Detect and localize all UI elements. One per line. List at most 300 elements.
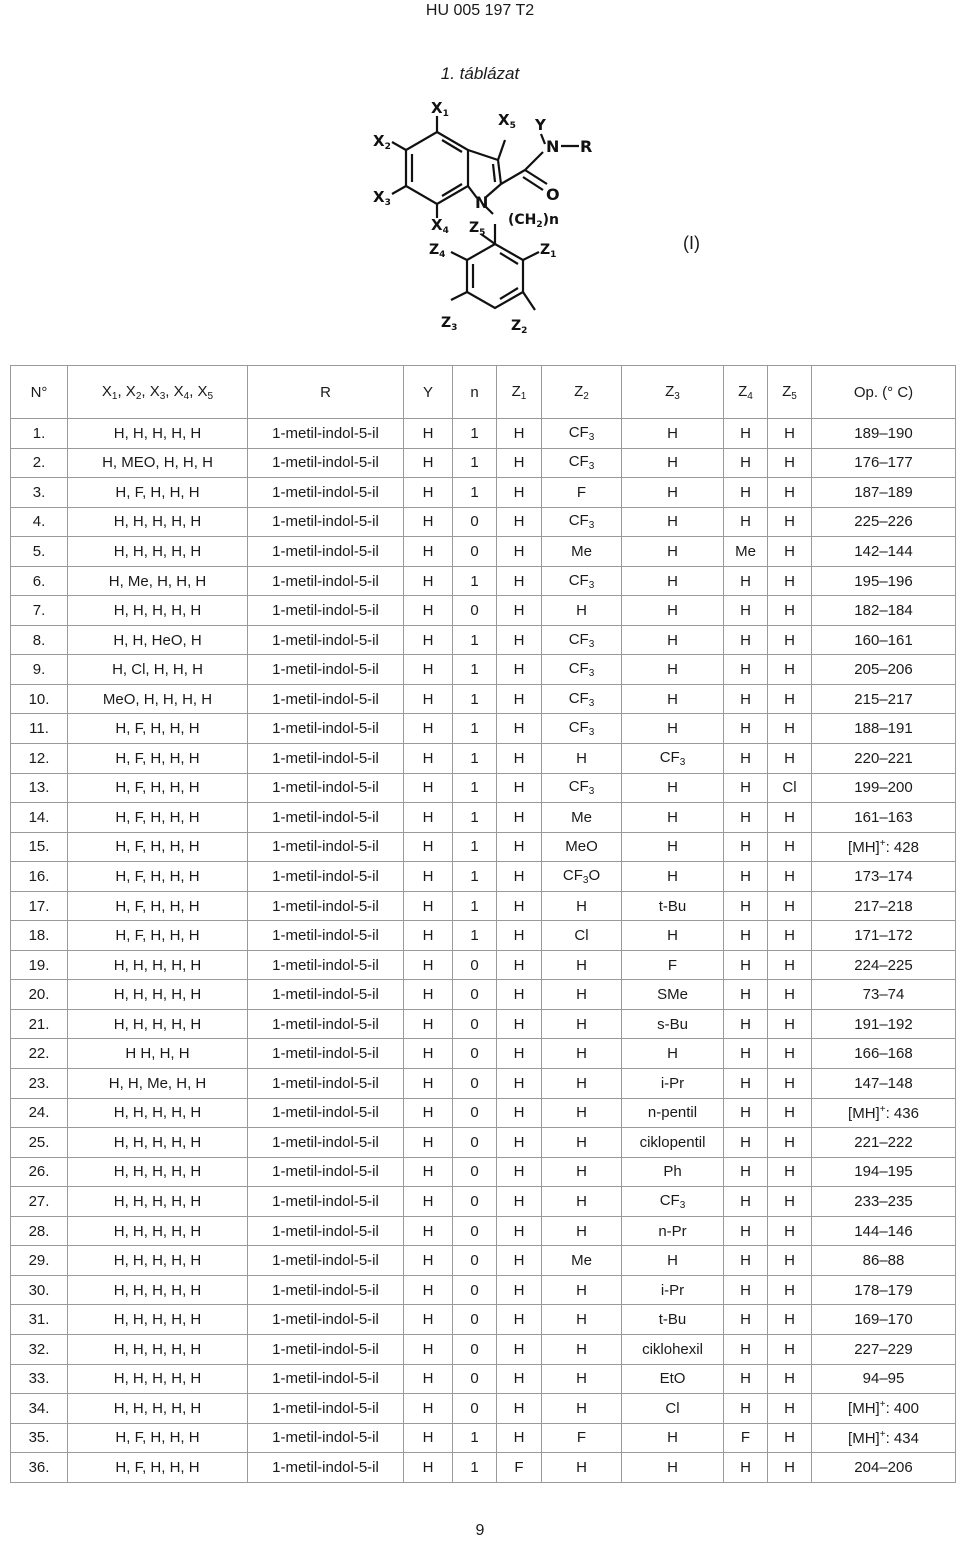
cell-r: 1-metil-indol-5-il: [248, 1039, 404, 1069]
x2-symbol: X: [373, 132, 385, 150]
cell-r: 1-metil-indol-5-il: [248, 744, 404, 774]
cell-z3: H: [622, 684, 724, 714]
cell-z1: H: [497, 596, 542, 626]
cell-z1: H: [497, 419, 542, 449]
cell-z4: H: [724, 684, 768, 714]
cell-z2: H: [542, 1039, 622, 1069]
cell-z1: H: [497, 1187, 542, 1217]
cell-n: 0: [453, 1069, 497, 1099]
cell-n: 0: [453, 1157, 497, 1187]
cell-z4: H: [724, 832, 768, 862]
cell-r: 1-metil-indol-5-il: [248, 1334, 404, 1364]
table-row: [11, 1009, 956, 1039]
z1-subscript: 1: [550, 250, 557, 260]
cell-no: 36.: [11, 1453, 68, 1483]
cell-x: H, F, H, H, H: [68, 832, 248, 862]
cell-n: 1: [453, 714, 497, 744]
cell-r: 1-metil-indol-5-il: [248, 596, 404, 626]
cell-r: 1-metil-indol-5-il: [248, 1009, 404, 1039]
cell-mp: 161–163: [812, 803, 956, 833]
table-row: [11, 1334, 956, 1364]
table-row: [11, 507, 956, 537]
table-row: [11, 773, 956, 803]
cell-z3: H: [622, 803, 724, 833]
table-row: [11, 596, 956, 626]
cell-no: 10.: [11, 684, 68, 714]
cell-z2: H: [542, 1334, 622, 1364]
cell-z5: H: [768, 714, 812, 744]
cell-n: 0: [453, 596, 497, 626]
cell-z4: H: [724, 891, 768, 921]
cell-z2: H: [542, 1128, 622, 1158]
cell-no: 24.: [11, 1098, 68, 1128]
cell-z3: s-Bu: [622, 1009, 724, 1039]
cell-z1: H: [497, 714, 542, 744]
table-row: [11, 1098, 956, 1128]
x3-symbol: X: [373, 188, 385, 206]
cell-no: 5.: [11, 537, 68, 567]
cell-z3: H: [622, 419, 724, 449]
cell-r: 1-metil-indol-5-il: [248, 1453, 404, 1483]
cell-n: 0: [453, 1394, 497, 1424]
svg-text:X2: [373, 132, 391, 152]
cell-z3: H: [622, 773, 724, 803]
chemical-structure-formula: [365, 102, 605, 347]
cell-n: 1: [453, 891, 497, 921]
header-melting-point: Op. (° C): [812, 366, 956, 419]
cell-z4: H: [724, 1364, 768, 1394]
cell-r: 1-metil-indol-5-il: [248, 1216, 404, 1246]
cell-mp: 86–88: [812, 1246, 956, 1276]
cell-z4: Me: [724, 537, 768, 567]
cell-y: H: [404, 980, 453, 1010]
cell-x: H, H, H, H, H: [68, 596, 248, 626]
cell-z4: H: [724, 1009, 768, 1039]
cell-r: 1-metil-indol-5-il: [248, 1423, 404, 1453]
cell-z2: Cl: [542, 921, 622, 951]
cell-x: H H, H, H: [68, 1039, 248, 1069]
cell-x: H, F, H, H, H: [68, 1453, 248, 1483]
cell-z2: H: [542, 950, 622, 980]
cell-n: 0: [453, 1128, 497, 1158]
cell-z3: H: [622, 921, 724, 951]
cell-no: 26.: [11, 1157, 68, 1187]
table-row: [11, 1364, 956, 1394]
cell-no: 12.: [11, 744, 68, 774]
cell-z4: H: [724, 1098, 768, 1128]
cell-z3: F: [622, 950, 724, 980]
cell-z5: H: [768, 1128, 812, 1158]
cell-z4: H: [724, 507, 768, 537]
cell-z4: H: [724, 921, 768, 951]
cell-z3: ciklopentil: [622, 1128, 724, 1158]
cell-x: H, MEO, H, H, H: [68, 448, 248, 478]
cell-z2: H: [542, 891, 622, 921]
cell-y: H: [404, 625, 453, 655]
cell-mp: 187–189: [812, 478, 956, 508]
cell-z1: H: [497, 478, 542, 508]
cell-z5: H: [768, 862, 812, 892]
cell-r: 1-metil-indol-5-il: [248, 1275, 404, 1305]
z2-subscript: 2: [521, 326, 528, 336]
table-row: [11, 1157, 956, 1187]
cell-n: 0: [453, 1009, 497, 1039]
table-row: [11, 1128, 956, 1158]
cell-r: 1-metil-indol-5-il: [248, 1128, 404, 1158]
cell-z5: H: [768, 832, 812, 862]
cell-y: H: [404, 773, 453, 803]
cell-z4: H: [724, 596, 768, 626]
table-row: [11, 537, 956, 567]
svg-text:Z5: [469, 220, 485, 238]
cell-n: 0: [453, 1187, 497, 1217]
cell-mp: [MH]+: 428: [812, 832, 956, 862]
cell-no: 33.: [11, 1364, 68, 1394]
cell-z4: H: [724, 1069, 768, 1099]
cell-z1: H: [497, 1009, 542, 1039]
table-row: [11, 1246, 956, 1276]
cell-z2: $CF_3$: [542, 773, 622, 803]
table-row: [11, 832, 956, 862]
cell-x: H, F, H, H, H: [68, 891, 248, 921]
cell-z3: H: [622, 832, 724, 862]
cell-r: 1-metil-indol-5-il: [248, 507, 404, 537]
cell-z1: H: [497, 891, 542, 921]
cell-z3: H: [622, 1039, 724, 1069]
cell-r: 1-metil-indol-5-il: [248, 684, 404, 714]
svg-text:Z4: [429, 242, 445, 260]
cell-n: 0: [453, 980, 497, 1010]
cell-z4: H: [724, 862, 768, 892]
cell-x: H, H, H, H, H: [68, 1246, 248, 1276]
cell-mp: 160–161: [812, 625, 956, 655]
cell-z5: H: [768, 744, 812, 774]
cell-z2: H: [542, 1305, 622, 1335]
cell-z2: H: [542, 1394, 622, 1424]
cell-z4: H: [724, 655, 768, 685]
cell-n: 1: [453, 773, 497, 803]
cell-z5: H: [768, 980, 812, 1010]
cell-no: 9.: [11, 655, 68, 685]
cell-y: H: [404, 1039, 453, 1069]
x4-symbol: X: [431, 216, 443, 234]
cell-z5: H: [768, 1364, 812, 1394]
cell-r: 1-metil-indol-5-il: [248, 478, 404, 508]
cell-no: 1.: [11, 419, 68, 449]
cell-r: 1-metil-indol-5-il: [248, 1364, 404, 1394]
cell-z5: Cl: [768, 773, 812, 803]
table-row: [11, 1216, 956, 1246]
table-row: [11, 684, 956, 714]
cell-no: 15.: [11, 832, 68, 862]
table-caption: 1. táblázat: [440, 64, 520, 83]
cell-y: H: [404, 1069, 453, 1099]
cell-z2: Me: [542, 537, 622, 567]
cell-z5: H: [768, 1246, 812, 1276]
cell-n: 1: [453, 566, 497, 596]
cell-x: H, F, H, H, H: [68, 1423, 248, 1453]
cell-x: H, H, H, H, H: [68, 1187, 248, 1217]
cell-z4: H: [724, 1394, 768, 1424]
cell-no: 13.: [11, 773, 68, 803]
cell-z5: H: [768, 1187, 812, 1217]
cell-z5: H: [768, 655, 812, 685]
cell-y: H: [404, 950, 453, 980]
cell-mp: 73–74: [812, 980, 956, 1010]
cell-mp: [MH]+: 436: [812, 1098, 956, 1128]
cell-r: 1-metil-indol-5-il: [248, 1305, 404, 1335]
cell-r: 1-metil-indol-5-il: [248, 419, 404, 449]
cell-r: 1-metil-indol-5-il: [248, 655, 404, 685]
cell-z1: H: [497, 862, 542, 892]
cell-z5: H: [768, 891, 812, 921]
cell-x: H, H, H, H, H: [68, 419, 248, 449]
cell-mp: 194–195: [812, 1157, 956, 1187]
cell-z3: H: [622, 862, 724, 892]
cell-z4: H: [724, 803, 768, 833]
table-row: [11, 744, 956, 774]
cell-mp: 173–174: [812, 862, 956, 892]
cell-no: 7.: [11, 596, 68, 626]
cell-y: H: [404, 1423, 453, 1453]
cell-mp: 221–222: [812, 1128, 956, 1158]
x1-symbol: X: [431, 102, 443, 117]
cell-z5: H: [768, 448, 812, 478]
cell-n: 1: [453, 625, 497, 655]
cell-z3: Cl: [622, 1394, 724, 1424]
cell-mp: 94–95: [812, 1364, 956, 1394]
cell-r: 1-metil-indol-5-il: [248, 921, 404, 951]
cell-mp: 195–196: [812, 566, 956, 596]
linker-subscript: 2: [536, 220, 543, 230]
cell-no: 27.: [11, 1187, 68, 1217]
cell-z1: H: [497, 832, 542, 862]
cell-n: 1: [453, 862, 497, 892]
cell-y: H: [404, 744, 453, 774]
cell-mp: 182–184: [812, 596, 956, 626]
cell-y: H: [404, 596, 453, 626]
cell-z4: H: [724, 419, 768, 449]
cell-r: 1-metil-indol-5-il: [248, 862, 404, 892]
header-x-substituents: $X_1$, $X_2$, $X_3$, $X_4$, $X_5$: [68, 366, 248, 419]
cell-z3: SMe: [622, 980, 724, 1010]
cell-z3: n-pentil: [622, 1098, 724, 1128]
cell-y: H: [404, 419, 453, 449]
cell-z4: H: [724, 1453, 768, 1483]
cell-z4: H: [724, 714, 768, 744]
cell-z2: H: [542, 1187, 622, 1217]
cell-z1: H: [497, 1157, 542, 1187]
cell-x: MeO, H, H, H, H: [68, 684, 248, 714]
cell-x: H, H, H, H, H: [68, 950, 248, 980]
table-row: [11, 1394, 956, 1424]
table-row: [11, 1187, 956, 1217]
compound-table-container: [10, 365, 955, 1483]
cell-mp: 191–192: [812, 1009, 956, 1039]
table-row: [11, 1305, 956, 1335]
cell-n: 0: [453, 537, 497, 567]
cell-n: 1: [453, 478, 497, 508]
cell-no: 22.: [11, 1039, 68, 1069]
cell-n: 1: [453, 419, 497, 449]
cell-z5: H: [768, 1334, 812, 1364]
header-r: R: [248, 366, 404, 419]
r-symbol: R: [580, 137, 593, 156]
cell-r: 1-metil-indol-5-il: [248, 803, 404, 833]
cell-z5: H: [768, 478, 812, 508]
cell-mp: 204–206: [812, 1453, 956, 1483]
cell-mp: 142–144: [812, 537, 956, 567]
cell-no: 32.: [11, 1334, 68, 1364]
cell-z2: H: [542, 1098, 622, 1128]
cell-z2: $CF_3$: [542, 566, 622, 596]
cell-no: 20.: [11, 980, 68, 1010]
cell-z3: t-Bu: [622, 1305, 724, 1335]
cell-z1: H: [497, 1216, 542, 1246]
cell-no: 2.: [11, 448, 68, 478]
cell-y: H: [404, 478, 453, 508]
cell-z4: H: [724, 1187, 768, 1217]
cell-mp: 176–177: [812, 448, 956, 478]
table-row: [11, 1423, 956, 1453]
svg-text:Z1: [540, 242, 556, 260]
cell-z1: H: [497, 448, 542, 478]
cell-z2: $CF_3$: [542, 419, 622, 449]
cell-n: 1: [453, 744, 497, 774]
cell-y: H: [404, 537, 453, 567]
cell-y: H: [404, 891, 453, 921]
cell-z2: H: [542, 1275, 622, 1305]
cell-y: H: [404, 448, 453, 478]
cell-x: H, H, H, H, H: [68, 1305, 248, 1335]
cell-r: 1-metil-indol-5-il: [248, 1246, 404, 1276]
cell-x: H, H, H, H, H: [68, 1216, 248, 1246]
cell-z4: H: [724, 980, 768, 1010]
cell-n: 1: [453, 832, 497, 862]
cell-z2: $CF_3$: [542, 714, 622, 744]
cell-y: H: [404, 714, 453, 744]
cell-mp: 189–190: [812, 419, 956, 449]
z5-subscript: 5: [479, 228, 486, 238]
cell-z1: H: [497, 773, 542, 803]
cell-z5: H: [768, 1039, 812, 1069]
x4-subscript: 4: [442, 226, 449, 236]
cell-y: H: [404, 655, 453, 685]
cell-z5: H: [768, 1305, 812, 1335]
cell-z5: H: [768, 921, 812, 951]
cell-z4: H: [724, 1157, 768, 1187]
cell-no: 18.: [11, 921, 68, 951]
cell-x: H, H, H, H, H: [68, 537, 248, 567]
cell-x: H, H, H, H, H: [68, 980, 248, 1010]
cell-z3: H: [622, 625, 724, 655]
cell-no: 30.: [11, 1275, 68, 1305]
cell-x: H, H, H, H, H: [68, 1394, 248, 1424]
cell-z5: H: [768, 803, 812, 833]
cell-n: 0: [453, 1305, 497, 1335]
cell-z5: H: [768, 1009, 812, 1039]
cell-z5: H: [768, 1157, 812, 1187]
cell-z2: F: [542, 478, 622, 508]
cell-z5: H: [768, 507, 812, 537]
cell-z2: H: [542, 980, 622, 1010]
z2-symbol: Z: [511, 318, 522, 334]
cell-z3: H: [622, 655, 724, 685]
cell-no: 17.: [11, 891, 68, 921]
cell-x: H, Me, H, H, H: [68, 566, 248, 596]
cell-r: 1-metil-indol-5-il: [248, 980, 404, 1010]
cell-mp: 169–170: [812, 1305, 956, 1335]
cell-no: 16.: [11, 862, 68, 892]
y-symbol: Y: [535, 116, 546, 134]
cell-z3: H: [622, 1423, 724, 1453]
cell-n: 0: [453, 1039, 497, 1069]
cell-z3: H: [622, 566, 724, 596]
cell-z2: H: [542, 596, 622, 626]
header-z1: $Z_1$: [497, 366, 542, 419]
cell-x: H, H, H, H, H: [68, 1334, 248, 1364]
cell-z2: MeO: [542, 832, 622, 862]
cell-z5: H: [768, 566, 812, 596]
cell-z5: H: [768, 537, 812, 567]
table-row: [11, 655, 956, 685]
cell-n: 1: [453, 1453, 497, 1483]
cell-y: H: [404, 1305, 453, 1335]
cell-z3: H: [622, 507, 724, 537]
cell-r: 1-metil-indol-5-il: [248, 950, 404, 980]
compound-table: [10, 365, 956, 1483]
cell-z1: H: [497, 921, 542, 951]
cell-z3: H: [622, 714, 724, 744]
cell-y: H: [404, 832, 453, 862]
cell-z4: H: [724, 773, 768, 803]
cell-mp: 225–226: [812, 507, 956, 537]
x5-symbol: X: [498, 111, 510, 129]
cell-x: H, F, H, H, H: [68, 921, 248, 951]
cell-no: 6.: [11, 566, 68, 596]
cell-z1: H: [497, 950, 542, 980]
table-row: [11, 625, 956, 655]
cell-no: 19.: [11, 950, 68, 980]
cell-z1: H: [497, 1275, 542, 1305]
table-row: [11, 419, 956, 449]
x1-subscript: 1: [442, 109, 449, 119]
z1-symbol: Z: [540, 242, 551, 258]
cell-x: H, F, H, H, H: [68, 714, 248, 744]
cell-z4: H: [724, 448, 768, 478]
svg-text:(CH2)n: [508, 212, 559, 230]
cell-z2: H: [542, 1216, 622, 1246]
cell-x: H, H, H, H, H: [68, 507, 248, 537]
cell-y: H: [404, 1187, 453, 1217]
cell-r: 1-metil-indol-5-il: [248, 1394, 404, 1424]
cell-no: 31.: [11, 1305, 68, 1335]
cell-n: 0: [453, 507, 497, 537]
cell-z3: H: [622, 478, 724, 508]
cell-z5: H: [768, 419, 812, 449]
cell-z3: H: [622, 596, 724, 626]
cell-z5: H: [768, 1069, 812, 1099]
cell-z1: H: [497, 1039, 542, 1069]
table-row: [11, 980, 956, 1010]
cell-z1: H: [497, 1246, 542, 1276]
cell-z4: H: [724, 1039, 768, 1069]
cell-mp: [MH]+: 434: [812, 1423, 956, 1453]
cell-z1: H: [497, 980, 542, 1010]
cell-z4: H: [724, 566, 768, 596]
cell-z2: F: [542, 1423, 622, 1453]
header-z3: $Z_3$: [622, 366, 724, 419]
